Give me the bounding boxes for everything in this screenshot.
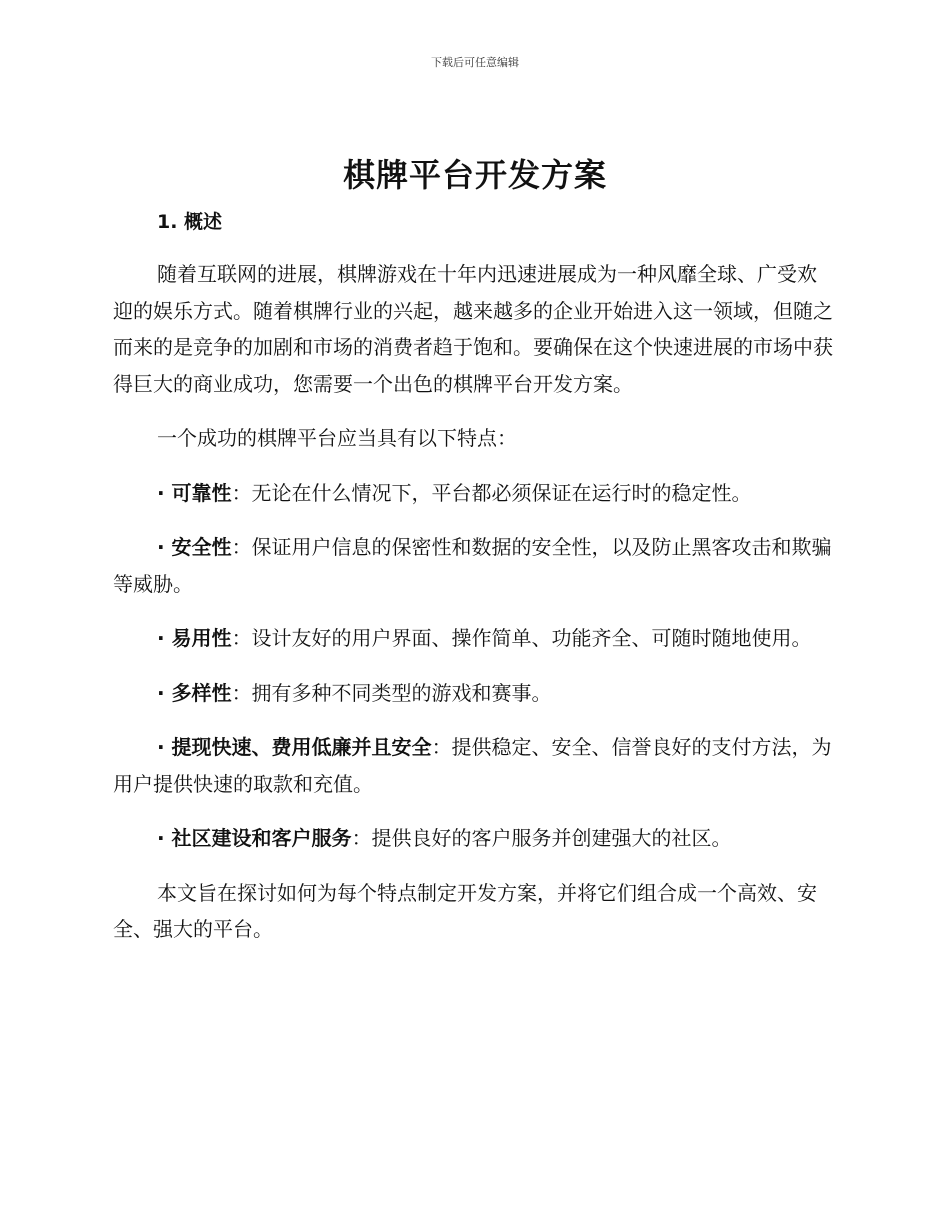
document-title: 棋牌平台开发方案: [342, 156, 607, 194]
section-heading: 1. 概述: [157, 211, 223, 233]
header-note: 下载后可任意编辑: [431, 56, 519, 69]
feature-item-security: [113, 529, 835, 602]
features-lead-paragraph: 一个成功的棋牌平台应当具有以下特点：: [157, 426, 517, 450]
intro-paragraph: 随着互联网的进展，棋牌游戏在十年内迅速进展成为一种风靡全球、广受欢迎的娱乐方式。随着棋牌行业的兴起，越来越多的企业开始进入这一领域，但随之而来的是竞争的加剧和市场的消费者趋于饱和。要确保在这个快速进展的市场中获得巨大的商业成功，您需要一个出色的棋牌平台开发方案。: [113, 262, 833, 396]
feature-term: · 提现快速、费用低廉并且安全: [157, 735, 432, 759]
feature-description: ：无论在什么情况下，平台都必须保证在运行时的稳定性。: [231, 480, 752, 505]
feature-term: · 可靠性: [157, 480, 232, 505]
feature-term: · 多样性: [157, 680, 232, 705]
feature-item-payments: [113, 729, 835, 802]
feature-description: ：设计友好的用户界面、操作简单、功能齐全、可随时随地使用。: [231, 626, 812, 650]
closing-paragraph: 本文旨在探讨如何为每个特点制定开发方案，并将它们组合成一个高效、安全、强大的平台。: [113, 880, 817, 941]
feature-description: ：保证用户信息的保密性和数据的安全性，以及防止黑客攻击和欺骗等威胁。: [113, 535, 832, 596]
feature-item-reliability: [113, 475, 835, 512]
document-body: [113, 256, 835, 966]
feature-description: ：提供稳定、安全、信誉良好的支付方法，为用户提供快速的取款和充值。: [113, 735, 832, 796]
feature-item-usability: [113, 620, 835, 657]
feature-term: · 易用性: [157, 626, 232, 650]
feature-term: · 安全性: [157, 535, 232, 559]
feature-item-diversity: [113, 675, 835, 712]
feature-description: ：拥有多种不同类型的游戏和赛事。: [231, 680, 552, 705]
feature-item-community: [113, 820, 835, 857]
feature-description: ：提供良好的客户服务并创建强大的社区。: [351, 826, 732, 850]
feature-term: · 社区建设和客户服务: [157, 826, 352, 850]
